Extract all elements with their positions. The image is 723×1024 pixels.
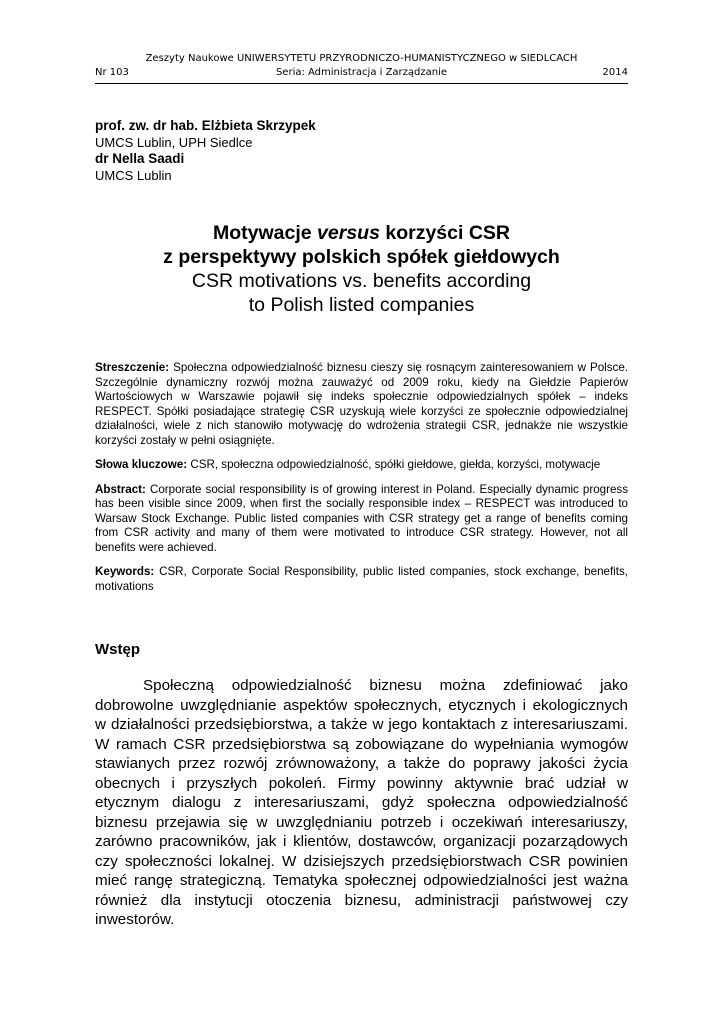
title-polish-line-2: z perspektywy polskich spółek giełdowych bbox=[163, 246, 560, 268]
year: 2014 bbox=[602, 67, 628, 78]
keywords-text: CSR, Corporate Social Responsibility, public listed companies, stock exchange, benefits, motivations bbox=[95, 565, 628, 593]
title-italic: versus bbox=[317, 222, 380, 244]
authors bbox=[95, 118, 316, 184]
slowa-kluczowe-label: Słowa kluczowe: bbox=[95, 458, 188, 471]
abstract-label: Abstract: bbox=[95, 482, 146, 496]
slowa-kluczowe-text: CSR, społeczna odpowiedzialność, spółki giełdowe, giełda, korzyści, motywacje bbox=[187, 458, 601, 471]
title-polish-line-1 bbox=[95, 221, 628, 245]
title-part-1: Motywacje bbox=[213, 222, 318, 244]
author-name-1: prof. zw. dr hab. Elżbieta Skrzypek bbox=[95, 118, 316, 133]
keywords bbox=[95, 565, 628, 594]
header-rule bbox=[95, 83, 628, 84]
running-head bbox=[95, 52, 628, 80]
running-head-row bbox=[95, 66, 628, 80]
author-affiliation-1: UMCS Lublin, UPH Siedlce bbox=[95, 134, 253, 150]
abstract bbox=[95, 483, 628, 556]
issue-number: Nr 103 bbox=[95, 67, 129, 78]
body-paragraph: Społeczną odpowiedzialność biznesu można zdefiniować jako dobrowolne uwzględnianie aspektów społecznych, etycznych i ekologicznych w działalności przedsiębiorstwa, a także w jego kontaktach z interesariuszami. W ramach CSR przedsiębiorstwa są zobowiązane do wypełniania wymogów stawianych przez rozwój zrównoważony, a także do poprawy jakości życia obecnych i przyszłych pokoleń. Firmy powinny aktywnie brać udział w etycznym dialogu z interesariuszami, gdyż społeczna odpowiedzialność biznesu przejawia się w uwzględnianiu potrzeb i oczekiwań interesariuszy, zarówno pracowników, jak i klientów, dostawców, organizacji pozarządowych czy społeczności lokalnej. W dzisiejszych przedsiębiorstwach CSR powinien mieć rangę strategiczną. Tematyka społecznej odpowiedzialności jest ważna również dla instytucji otoczenia biznesu, administracji państwowej czy inwestorów. bbox=[95, 677, 628, 928]
streszczenie bbox=[95, 361, 628, 448]
author-affiliation-2: UMCS Lublin bbox=[95, 167, 172, 183]
author-name-2: dr Nella Saadi bbox=[95, 151, 185, 166]
abstracts bbox=[95, 361, 628, 594]
series-name: Seria: Administracja i Zarządzanie bbox=[275, 67, 448, 78]
abstract-text: Corporate social responsibility is of growing interest in Poland. Especially dynamic progress has been visible since 2009, when first the socially responsible index – RESPECT was introduced to Warsaw Stock Exchange. Public listed companies with CSR strategy get a range of benefits coming from CSR activity and many of them were motivated to introduce CSR strategy. However, not all benefits were achieved. bbox=[95, 482, 628, 554]
body-text bbox=[95, 676, 628, 930]
title-english-line-2: to Polish listed companies bbox=[248, 294, 475, 316]
streszczenie-text: Społeczna odpowiedzialność biznesu cieszy się rosnącym zainteresowaniem w Polsce. Szczególnie dynamiczny rozwój można zauważyć od 2009 roku, kiedy na Giełdzie Papierów Wartościowych w Warszawie pojawił się indeks społecznie odpowiedzialnych spółek – indeks RESPECT. Spółki posiadające strategię CSR uzyskują wiele korzyści ze społecznie odpowiedzialnej działalności, wiele z nich stanowiło motywację do wdrożenia strategii CSR, jednakże nie wszystkie korzyści zostały w pełni osiągnięte. bbox=[95, 361, 628, 447]
slowa-kluczowe bbox=[95, 458, 628, 473]
section-heading: Wstęp bbox=[95, 641, 140, 658]
title-english-line-1: CSR motivations vs. benefits according bbox=[191, 270, 532, 292]
journal-title: Zeszyty Naukowe UNIWERSYTETU PRZYRODNICZO-HUMANISTYCZNEGO w SIEDLCACH bbox=[145, 53, 578, 64]
title-block bbox=[95, 221, 628, 317]
keywords-label: Keywords: bbox=[95, 565, 155, 578]
streszczenie-label: Streszczenie: bbox=[95, 361, 170, 374]
title-part-2: korzyści CSR bbox=[379, 222, 510, 244]
